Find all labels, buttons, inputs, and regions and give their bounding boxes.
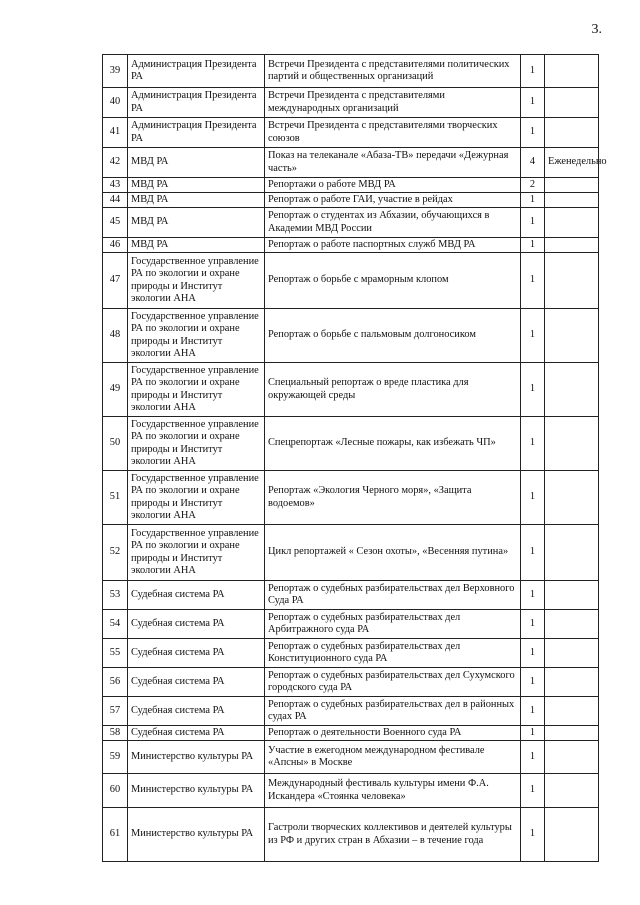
- period-cell: [545, 88, 599, 118]
- table-row: [103, 55, 599, 88]
- description-cell: Репортаж о борьбе с пальмовым долгоносиком: [265, 309, 521, 363]
- description-cell: Репортаж о судебных разбирательствах дел Конституционного суда РА: [265, 639, 521, 668]
- table-row: [103, 639, 599, 668]
- row-number: 50: [103, 417, 128, 471]
- description-cell: Репортаж о судебных разбирательствах дел Арбитражного суда РА: [265, 610, 521, 639]
- description-cell: Репортаж о работе паспортных служб МВД РА: [265, 238, 521, 253]
- row-number: 61: [103, 808, 128, 862]
- quantity-cell: 1: [521, 417, 545, 471]
- period-cell: [545, 610, 599, 639]
- quantity-cell: 1: [521, 208, 545, 238]
- period-cell: [545, 639, 599, 668]
- row-number: 42: [103, 148, 128, 178]
- table-body: [103, 55, 607, 862]
- period-cell: [545, 525, 599, 581]
- table-row: [103, 363, 599, 417]
- organization-cell: Судебная система РА: [128, 697, 265, 726]
- row-number: 55: [103, 639, 128, 668]
- quantity-cell: 1: [521, 726, 545, 741]
- table-row: [103, 697, 599, 726]
- table-row: [103, 808, 599, 862]
- organization-cell: Государственное управление РА по экологии и охране природы и Институт экологии АНА: [128, 417, 265, 471]
- row-number: 40: [103, 88, 128, 118]
- organization-cell: Государственное управление РА по экологии и охране природы и Институт экологии АНА: [128, 525, 265, 581]
- quantity-cell: 4: [521, 148, 545, 178]
- period-cell: [545, 363, 599, 417]
- organization-cell: Администрация Президента РА: [128, 118, 265, 148]
- quantity-cell: 1: [521, 309, 545, 363]
- description-cell: Показ на телеканале «Абаза-ТВ» передачи «Дежурная часть»: [265, 148, 521, 178]
- row-number: 60: [103, 774, 128, 808]
- description-cell: Репортаж о студентах из Абхазии, обучающихся в Академии МВД России: [265, 208, 521, 238]
- period-cell: [545, 55, 599, 88]
- description-cell: Репортаж о судебных разбирательствах дел в районных судах РА: [265, 697, 521, 726]
- quantity-cell: 1: [521, 55, 545, 88]
- description-cell: Репортаж о судебных разбирательствах дел Верховного Суда РА: [265, 581, 521, 610]
- row-number: 51: [103, 471, 128, 525]
- period-cell: [545, 808, 599, 862]
- table-row: [103, 581, 599, 610]
- organization-cell: Судебная система РА: [128, 610, 265, 639]
- description-cell: Репортажи о работе МВД РА: [265, 178, 521, 193]
- quantity-cell: 1: [521, 471, 545, 525]
- period-cell: [545, 178, 599, 193]
- period-cell: [545, 118, 599, 148]
- media-plan-table: [102, 54, 607, 862]
- row-number: 43: [103, 178, 128, 193]
- period-cell: [545, 253, 599, 309]
- table-row: [103, 88, 599, 118]
- row-number: 57: [103, 697, 128, 726]
- quantity-cell: 1: [521, 88, 545, 118]
- row-number: 46: [103, 238, 128, 253]
- table-row: [103, 193, 599, 208]
- quantity-cell: 1: [521, 774, 545, 808]
- organization-cell: Судебная система РА: [128, 726, 265, 741]
- table-row: [103, 148, 599, 178]
- period-cell: [545, 697, 599, 726]
- organization-cell: МВД РА: [128, 238, 265, 253]
- description-cell: Международный фестиваль культуры имени Ф.А. Искандера «Стоянка человека»: [265, 774, 521, 808]
- organization-cell: Администрация Президента РА: [128, 55, 265, 88]
- period-cell: [545, 741, 599, 774]
- description-cell: Встречи Президента с представителями политических партий и общественных организаций: [265, 55, 521, 88]
- quantity-cell: 1: [521, 581, 545, 610]
- organization-cell: Министерство культуры РА: [128, 774, 265, 808]
- table-row: [103, 774, 599, 808]
- row-number: 53: [103, 581, 128, 610]
- description-cell: Встречи Президента с представителями творческих союзов: [265, 118, 521, 148]
- organization-cell: Министерство культуры РА: [128, 808, 265, 862]
- table-row: [103, 253, 599, 309]
- description-cell: Репортаж о борьбе с мраморным клопом: [265, 253, 521, 309]
- description-cell: Репортаж о работе ГАИ, участие в рейдах: [265, 193, 521, 208]
- period-cell: [545, 471, 599, 525]
- description-cell: Встречи Президента с представителями международных организаций: [265, 88, 521, 118]
- row-number: 49: [103, 363, 128, 417]
- description-cell: Гастроли творческих коллективов и деятелей культуры из РФ и других стран в Абхазии – в течение года: [265, 808, 521, 862]
- row-number: 48: [103, 309, 128, 363]
- quantity-cell: 1: [521, 808, 545, 862]
- row-number: 52: [103, 525, 128, 581]
- description-cell: Репортаж «Экология Черного моря», «Защита водоемов»: [265, 471, 521, 525]
- period-cell: [545, 193, 599, 208]
- period-cell: [545, 238, 599, 253]
- organization-cell: МВД РА: [128, 208, 265, 238]
- quantity-cell: 1: [521, 697, 545, 726]
- period-cell: Еженедельно: [545, 148, 599, 178]
- table-row: [103, 118, 599, 148]
- period-cell: [545, 668, 599, 697]
- row-number: 54: [103, 610, 128, 639]
- period-cell: [545, 774, 599, 808]
- description-cell: Цикл репортажей « Сезон охоты», «Весенняя путина»: [265, 525, 521, 581]
- row-number: 41: [103, 118, 128, 148]
- description-cell: Репортаж о судебных разбирательствах дел Сухумского городского суда РА: [265, 668, 521, 697]
- quantity-cell: 2: [521, 178, 545, 193]
- organization-cell: Судебная система РА: [128, 639, 265, 668]
- table-row: [103, 668, 599, 697]
- row-number: 58: [103, 726, 128, 741]
- table-row: [103, 525, 599, 581]
- organization-cell: МВД РА: [128, 178, 265, 193]
- organization-cell: Судебная система РА: [128, 581, 265, 610]
- description-cell: Участие в ежегодном международном фестивале «Апсны» в Москве: [265, 741, 521, 774]
- quantity-cell: 1: [521, 118, 545, 148]
- table-row: [103, 726, 599, 741]
- quantity-cell: 1: [521, 238, 545, 253]
- organization-cell: Администрация Президента РА: [128, 88, 265, 118]
- description-cell: Спецрепортаж «Лесные пожары, как избежать ЧП»: [265, 417, 521, 471]
- row-number: 47: [103, 253, 128, 309]
- row-number: 45: [103, 208, 128, 238]
- organization-cell: Судебная система РА: [128, 668, 265, 697]
- quantity-cell: 1: [521, 253, 545, 309]
- table-row: [103, 238, 599, 253]
- table-row: [103, 471, 599, 525]
- description-cell: Специальный репортаж о вреде пластика для окружающей среды: [265, 363, 521, 417]
- table-row: [103, 208, 599, 238]
- quantity-cell: 1: [521, 193, 545, 208]
- row-number: 56: [103, 668, 128, 697]
- table-row: [103, 417, 599, 471]
- table-row: [103, 610, 599, 639]
- row-number: 44: [103, 193, 128, 208]
- period-cell: [545, 208, 599, 238]
- organization-cell: Государственное управление РА по экологии и охране природы и Институт экологии АНА: [128, 363, 265, 417]
- quantity-cell: 1: [521, 363, 545, 417]
- quantity-cell: 1: [521, 741, 545, 774]
- organization-cell: МВД РА: [128, 193, 265, 208]
- organization-cell: Государственное управление РА по экологии и охране природы и Институт экологии АНА: [128, 309, 265, 363]
- organization-cell: Государственное управление РА по экологии и охране природы и Институт экологии АНА: [128, 471, 265, 525]
- page-number: 3.: [591, 22, 602, 37]
- row-number: 59: [103, 741, 128, 774]
- table-row: [103, 741, 599, 774]
- quantity-cell: 1: [521, 668, 545, 697]
- period-cell: [545, 726, 599, 741]
- quantity-cell: 1: [521, 639, 545, 668]
- organization-cell: Государственное управление РА по экологии и охране природы и Институт экологии АНА: [128, 253, 265, 309]
- description-cell: Репортаж о деятельности Военного суда РА: [265, 726, 521, 741]
- period-cell: [545, 417, 599, 471]
- period-cell: [545, 581, 599, 610]
- table-row: [103, 178, 599, 193]
- organization-cell: МВД РА: [128, 148, 265, 178]
- organization-cell: Министерство культуры РА: [128, 741, 265, 774]
- quantity-cell: 1: [521, 610, 545, 639]
- quantity-cell: 1: [521, 525, 545, 581]
- table-row: [103, 309, 599, 363]
- row-number: 39: [103, 55, 128, 88]
- period-cell: [545, 309, 599, 363]
